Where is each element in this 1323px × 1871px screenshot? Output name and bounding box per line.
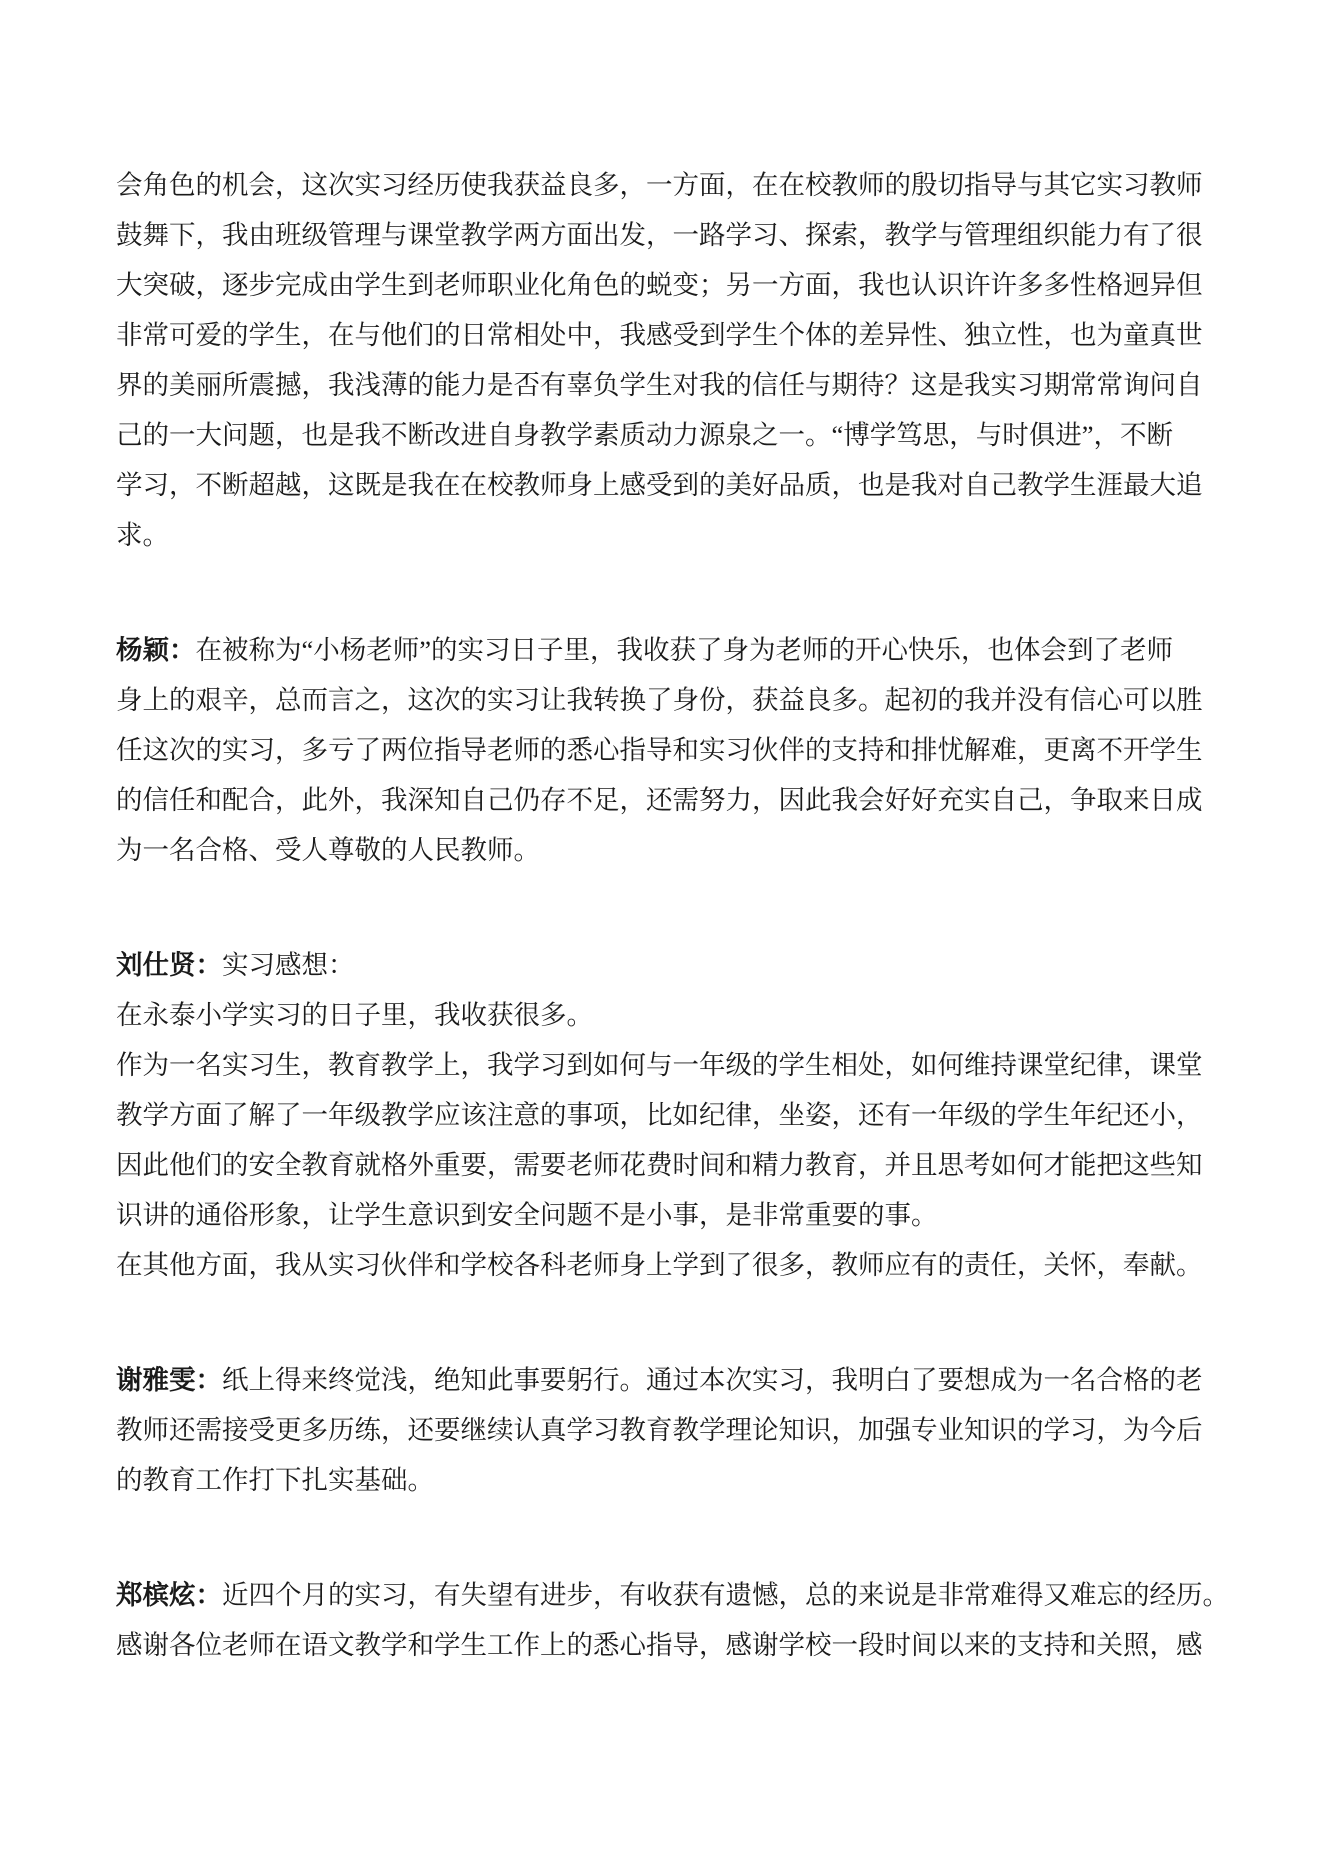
- text-line: 的信任和配合，此外，我深知自己仍存不足，还需努力，因此我会好好充实自己，争取来日成: [116, 785, 1203, 815]
- text-line: 在永泰小学实习的日子里，我收获很多。: [116, 1000, 593, 1030]
- text-line: 身上的艰辛，总而言之，这次的实习让我转换了身份，获益良多。起初的我并没有信心可以胜: [116, 685, 1203, 715]
- text-line: 作为一名实习生，教育教学上，我学习到如何与一年级的学生相处，如何维持课堂纪律，课堂: [116, 1050, 1203, 1080]
- text-line: 谢雅雯：纸上得来终觉浅，绝知此事要躬行。通过本次实习，我明白了要想成为一名合格的老: [116, 1365, 1203, 1395]
- paragraph: [116, 1355, 1236, 1505]
- speaker-name: 刘仕贤：: [116, 950, 222, 980]
- text-line: 刘仕贤：实习感想：: [116, 950, 355, 980]
- text-line: 的教育工作打下扎实基础。: [116, 1465, 434, 1495]
- text-line: 任这次的实习，多亏了两位指导老师的悉心指导和实习伙伴的支持和排忧解难，更离不开学生: [116, 735, 1203, 765]
- text-line: 识讲的通俗形象，让学生意识到安全问题不是小事，是非常重要的事。: [116, 1200, 938, 1230]
- paragraph: [116, 1570, 1236, 1670]
- text-line: 因此他们的安全教育就格外重要，需要老师花费时间和精力教育，并且思考如何才能把这些知: [116, 1150, 1203, 1180]
- text-line: 界的美丽所震撼，我浅薄的能力是否有辜负学生对我的信任与期待？这是我实习期常常询问自: [116, 370, 1203, 400]
- text-line: 感谢各位老师在语文教学和学生工作上的悉心指导，感谢学校一段时间以来的支持和关照，感: [116, 1630, 1203, 1660]
- text-line: 己的一大问题，也是我不断改进自身教学素质动力源泉之一。“博学笃思，与时俱进”，不断: [116, 420, 1174, 450]
- paragraph: [116, 940, 1236, 1290]
- paragraph: [116, 160, 1236, 560]
- speaker-name: 郑槟炫：: [116, 1580, 222, 1610]
- speaker-name: 杨颖：: [116, 635, 196, 665]
- text-line: 鼓舞下，我由班级管理与课堂教学两方面出发，一路学习、探索，教学与管理组织能力有了很: [116, 220, 1203, 250]
- text-line: 学习，不断超越，这既是我在在校教师身上感受到的美好品质，也是我对自己教学生涯最大追: [116, 470, 1203, 500]
- text-line: 大突破，逐步完成由学生到老师职业化角色的蜕变；另一方面，我也认识许许多多性格迥异但: [116, 270, 1203, 300]
- text-line: 求。: [116, 520, 169, 550]
- text-line: 杨颖：在被称为“小杨老师”的实习日子里，我收获了身为老师的开心快乐，也体会到了老师: [116, 635, 1174, 665]
- text-line: 在其他方面，我从实习伙伴和学校各科老师身上学到了很多，教师应有的责任，关怀，奉献。: [116, 1250, 1203, 1280]
- document-content: [116, 160, 1236, 1670]
- speaker-name: 谢雅雯：: [116, 1365, 222, 1395]
- text-line: 教学方面了解了一年级教学应该注意的事项，比如纪律，坐姿，还有一年级的学生年纪还小，: [116, 1100, 1203, 1130]
- text-line: 郑槟炫：近四个月的实习，有失望有进步，有收获有遗憾，总的来说是非常难得又难忘的经历。: [116, 1580, 1229, 1610]
- text-line: 非常可爱的学生，在与他们的日常相处中，我感受到学生个体的差异性、独立性，也为童真世: [116, 320, 1203, 350]
- text-line: 会角色的机会，这次实习经历使我获益良多，一方面，在在校教师的殷切指导与其它实习教师: [116, 170, 1203, 200]
- text-line: 教师还需接受更多历练，还要继续认真学习教育教学理论知识，加强专业知识的学习，为今后: [116, 1415, 1203, 1445]
- paragraph: [116, 625, 1236, 875]
- text-line: 为一名合格、受人尊敬的人民教师。: [116, 835, 540, 865]
